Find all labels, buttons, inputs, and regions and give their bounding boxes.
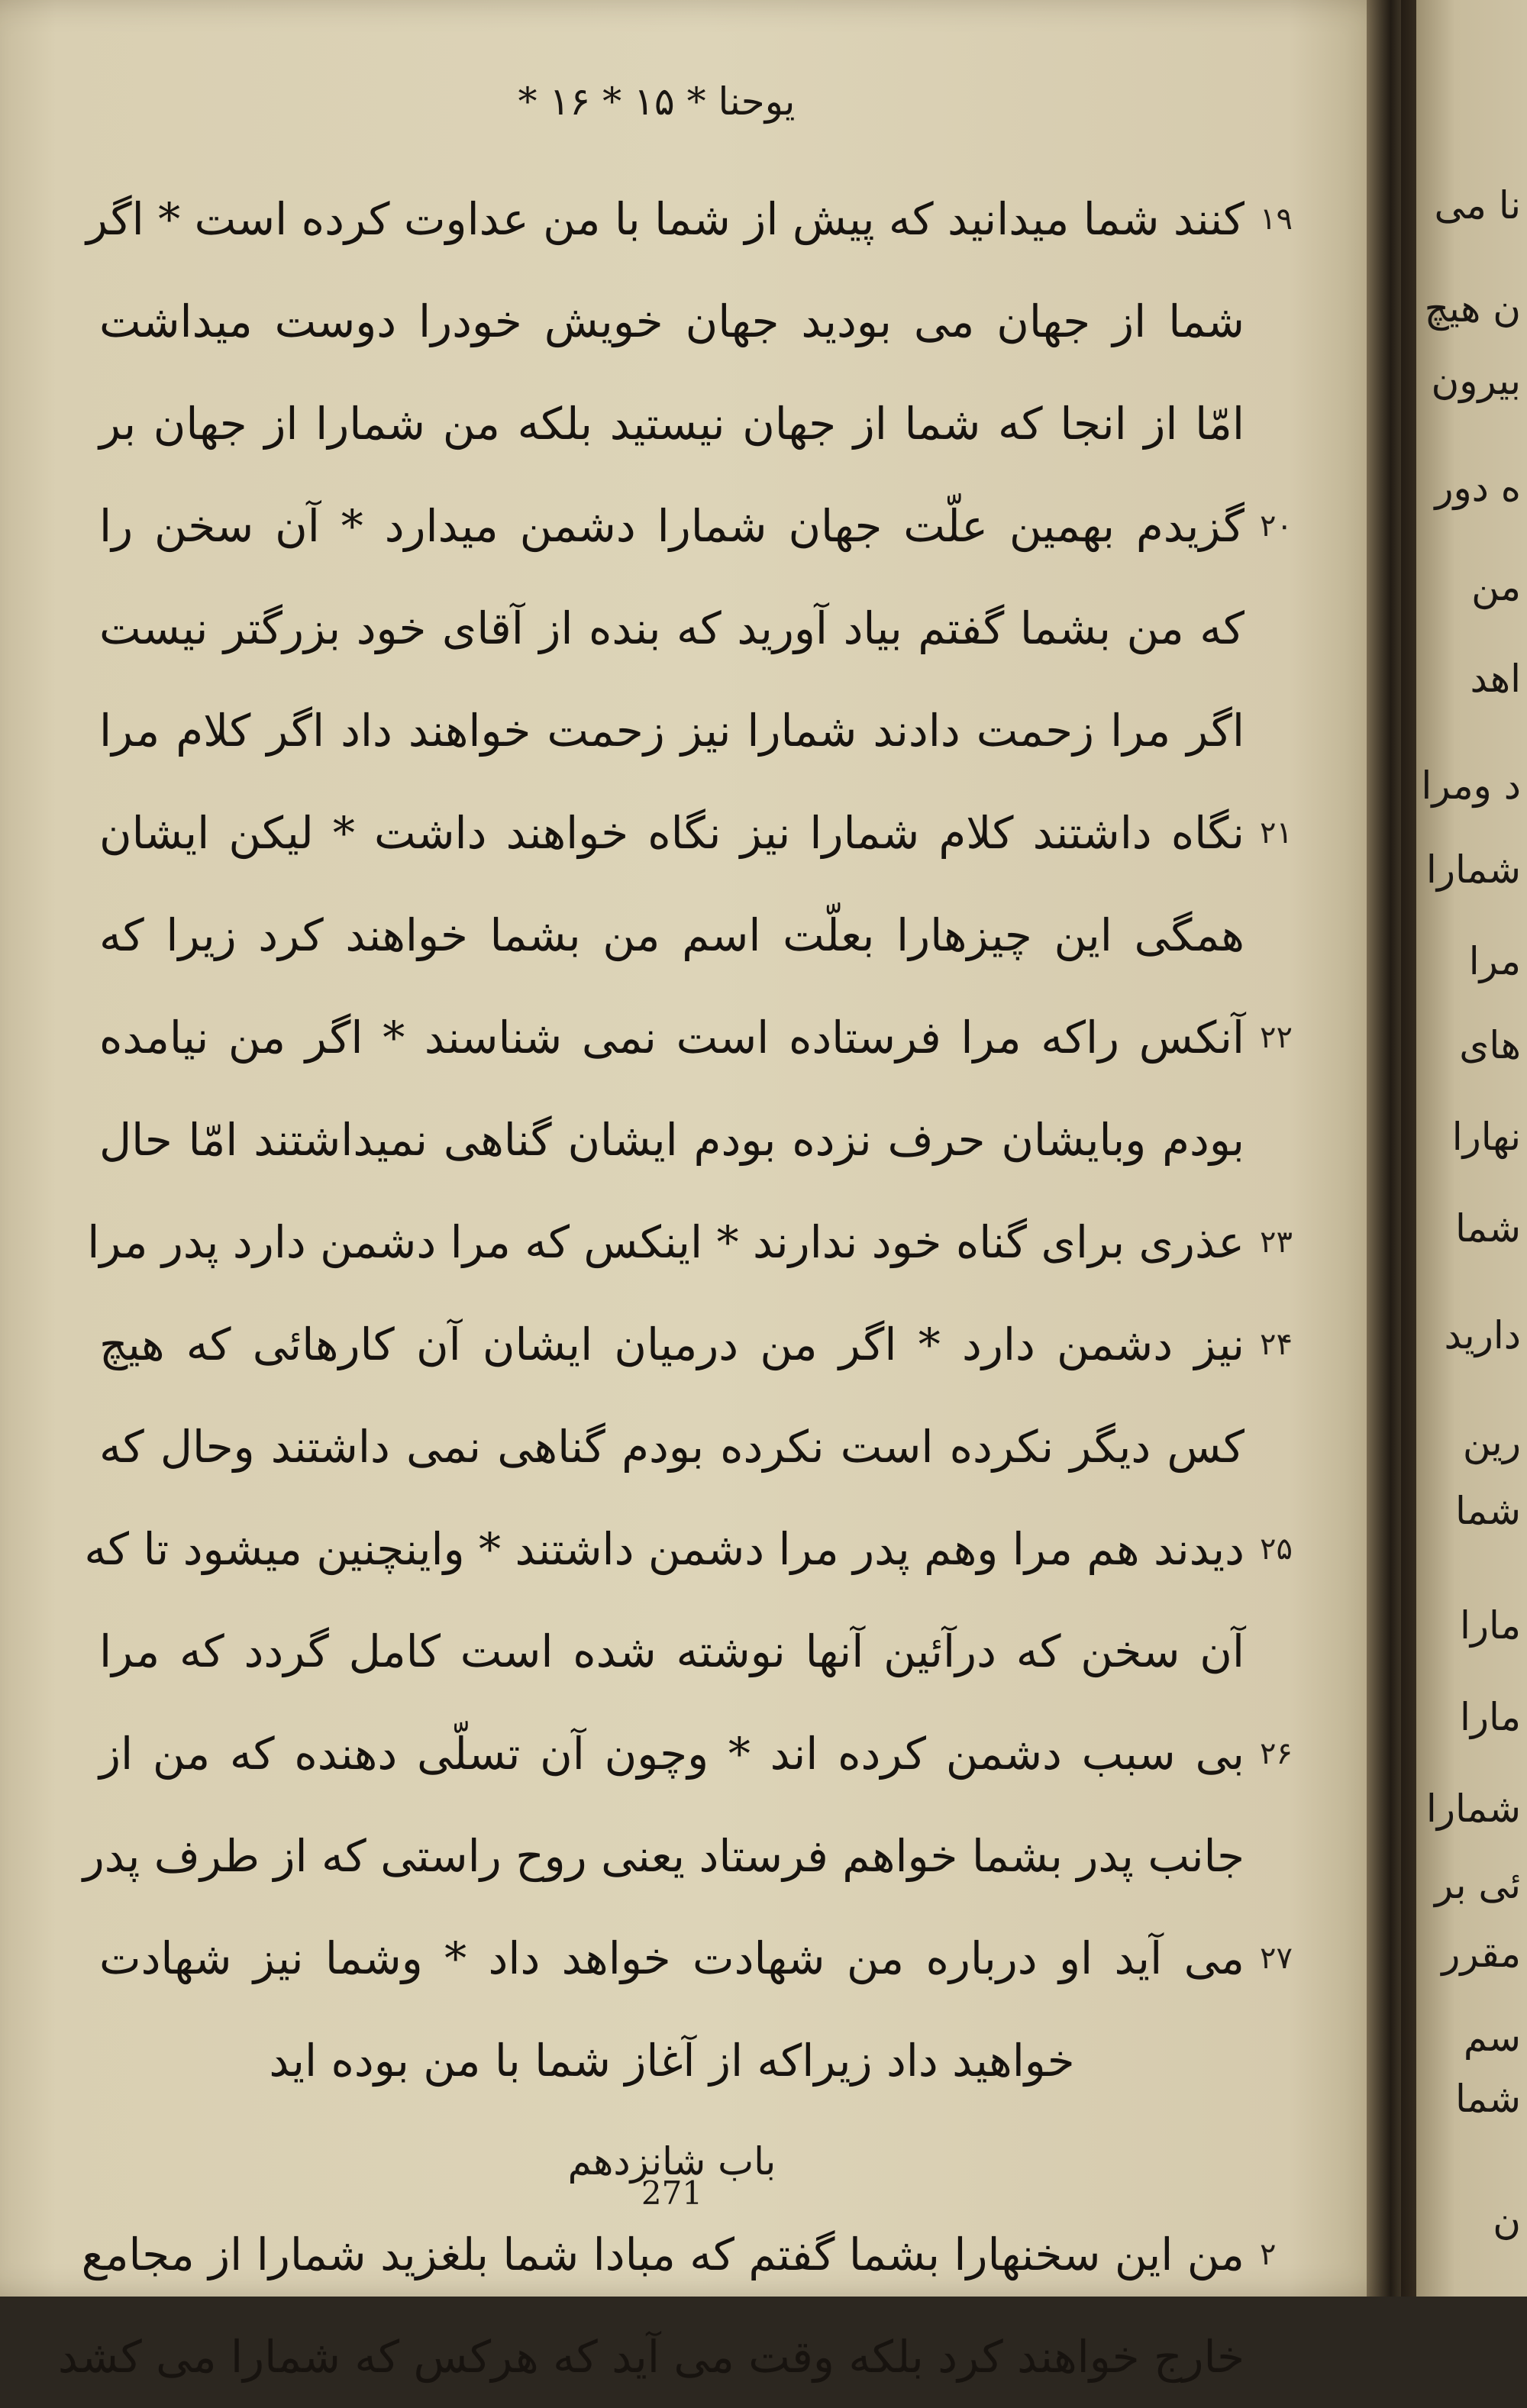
facing-fragment: ن — [1493, 2199, 1521, 2243]
line-text: که من بشما گفتم بیاد آورید که بنده از آقای خود بزرگتر نیست — [99, 602, 1245, 654]
facing-fragment: مرا — [1468, 939, 1521, 983]
line-text: نیز دشمن دارد * اگر من درمیان ایشان آن کارهائی که هیچ — [99, 1319, 1245, 1370]
facing-fragment: شما — [1454, 2077, 1521, 2121]
text-line — [99, 475, 1293, 577]
line-text: بودم وبایشان حرف نزده بودم ایشان گناهی نمیداشتند امّا حال — [99, 1114, 1245, 1166]
line-text: نگاه داشتند کلام شمارا نیز نگاه خواهند داشت * لیکن ایشان — [99, 807, 1245, 859]
line-text: بی سبب دشمن کرده اند * وچون آن تسلّی دهنده که من از — [99, 1728, 1245, 1780]
verse-number: ۲۷ — [1260, 1941, 1293, 1976]
verse-number: ۲۱ — [1260, 815, 1293, 851]
line-text: اگر مرا زحمت دادند شمارا نیز زحمت خواهند داد اگر کلام مرا — [99, 705, 1245, 757]
line-text: دیدند هم مرا وهم پدر مرا دشمن داشتند * واینچنین میشود تا که — [84, 1523, 1245, 1575]
text-line — [84, 1498, 1293, 1600]
text-line — [99, 679, 1245, 782]
line-text: جانب پدر بشما خواهم فرستاد یعنی روح راستی که از طرف پدر — [82, 1830, 1245, 1882]
line-text: خواهید داد زیراکه از آغاز شما با من بوده اید — [269, 2035, 1075, 2087]
line-text: می آید او درباره من شهادت خواهد داد * وشما نیز شهادت — [99, 1932, 1245, 1984]
verse-number: ۲۳ — [1260, 1225, 1293, 1260]
facing-fragment: دارید — [1444, 1313, 1521, 1357]
facing-fragment: ئی بر — [1435, 1863, 1521, 1907]
facing-fragment: مقرر — [1441, 1932, 1521, 1976]
facing-fragment: من — [1471, 565, 1521, 609]
line-text: کس دیگر نکرده است نکرده بودم گناهی نمی داشتند وحال که — [99, 1421, 1245, 1473]
line-text: خارج خواهند کرد بلکه وقت می آید که هرکس که شمارا می کشد — [57, 2331, 1245, 2383]
line-text: شما از جهان می بودید جهان خویش خودرا دوست میداشت — [99, 295, 1245, 347]
facing-fragment: اهد — [1470, 657, 1521, 701]
text-line — [86, 168, 1293, 270]
facing-fragment: رین — [1462, 1420, 1521, 1464]
text-line — [99, 1396, 1245, 1498]
text-line — [99, 782, 1293, 884]
text-line — [99, 1907, 1293, 2009]
facing-page — [1416, 0, 1527, 2297]
text-line — [99, 1293, 1293, 1396]
line-text: کنند شما میدانید که پیش از شما با من عداوت کرده است * اگر — [86, 193, 1245, 245]
text-line — [99, 1600, 1245, 1703]
text-line — [99, 373, 1245, 475]
facing-fragment: شمارا — [1425, 847, 1521, 892]
text-line — [99, 1703, 1293, 1805]
chapter-heading: باب شانزدهم — [567, 2139, 776, 2184]
text-line — [57, 2306, 1245, 2408]
line-text: من این سخنهارا بشما گفتم که مبادا شما بلغزید شمارا از مجامع — [81, 2229, 1245, 2280]
verse-number: ۲۵ — [1260, 1532, 1293, 1567]
facing-fragment: شمارا — [1425, 1787, 1521, 1831]
line-text: آنکس راکه مرا فرستاده است نمی شناسند * اگر من نیامده — [99, 1012, 1245, 1064]
facing-fragment: د ومرا — [1421, 763, 1521, 808]
facing-fragment: های — [1459, 1023, 1521, 1067]
verse-number: ۲ — [1260, 2237, 1277, 2272]
verse-number: ۲۴ — [1260, 1327, 1293, 1362]
facing-fragment: شما — [1454, 1489, 1521, 1533]
facing-fragment: مارا — [1459, 1695, 1521, 1739]
text-line — [99, 577, 1245, 679]
line-text: امّا از انجا که شما از جهان نیستید بلکه من شمارا از جهان بر — [99, 398, 1245, 450]
verse-number: ۲۰ — [1260, 508, 1293, 544]
verse-number: ۱۹ — [1260, 202, 1293, 237]
facing-fragment: مارا — [1459, 1603, 1521, 1648]
text-line — [82, 1805, 1245, 1907]
book-gutter — [1367, 0, 1420, 2297]
facing-fragment: نهارا — [1451, 1115, 1521, 1159]
text-line — [81, 2203, 1277, 2306]
text-line — [99, 1089, 1245, 1191]
text-line — [99, 884, 1245, 986]
text-line — [99, 270, 1245, 373]
verse-number: ۲۶ — [1260, 1736, 1293, 1771]
line-text: عذری برای گناه خود ندارند * اینکس که مرا دشمن دارد پدر مرا — [87, 1216, 1245, 1268]
facing-fragment: سم — [1463, 2016, 1521, 2060]
line-text: همگی این چیزهارا بعلّت اسم من بشما خواهند کرد زیرا که — [99, 909, 1245, 961]
running-head: یوحنا * ۱۵ * ۱۶ * — [518, 79, 796, 124]
text-line-last — [99, 2009, 1245, 2112]
page-number: 271 — [641, 2174, 703, 2212]
verse-number: ۲۲ — [1260, 1020, 1293, 1055]
facing-fragment: ن هیچ — [1424, 286, 1521, 331]
facing-fragment: بیرون — [1431, 359, 1521, 403]
text-line — [99, 986, 1293, 1089]
line-text: گزیدم بهمین علّت جهان شمارا دشمن میدارد * آن سخن را — [99, 500, 1245, 552]
text-line — [87, 1191, 1293, 1293]
facing-fragment: شما — [1454, 1206, 1521, 1251]
facing-fragment: نا می — [1434, 183, 1521, 228]
line-text: آن سخن که درآئین آنها نوشته شده است کامل گردد که مرا — [99, 1625, 1245, 1677]
page-body — [57, 168, 1293, 2408]
facing-fragment: ه دور — [1435, 466, 1521, 510]
